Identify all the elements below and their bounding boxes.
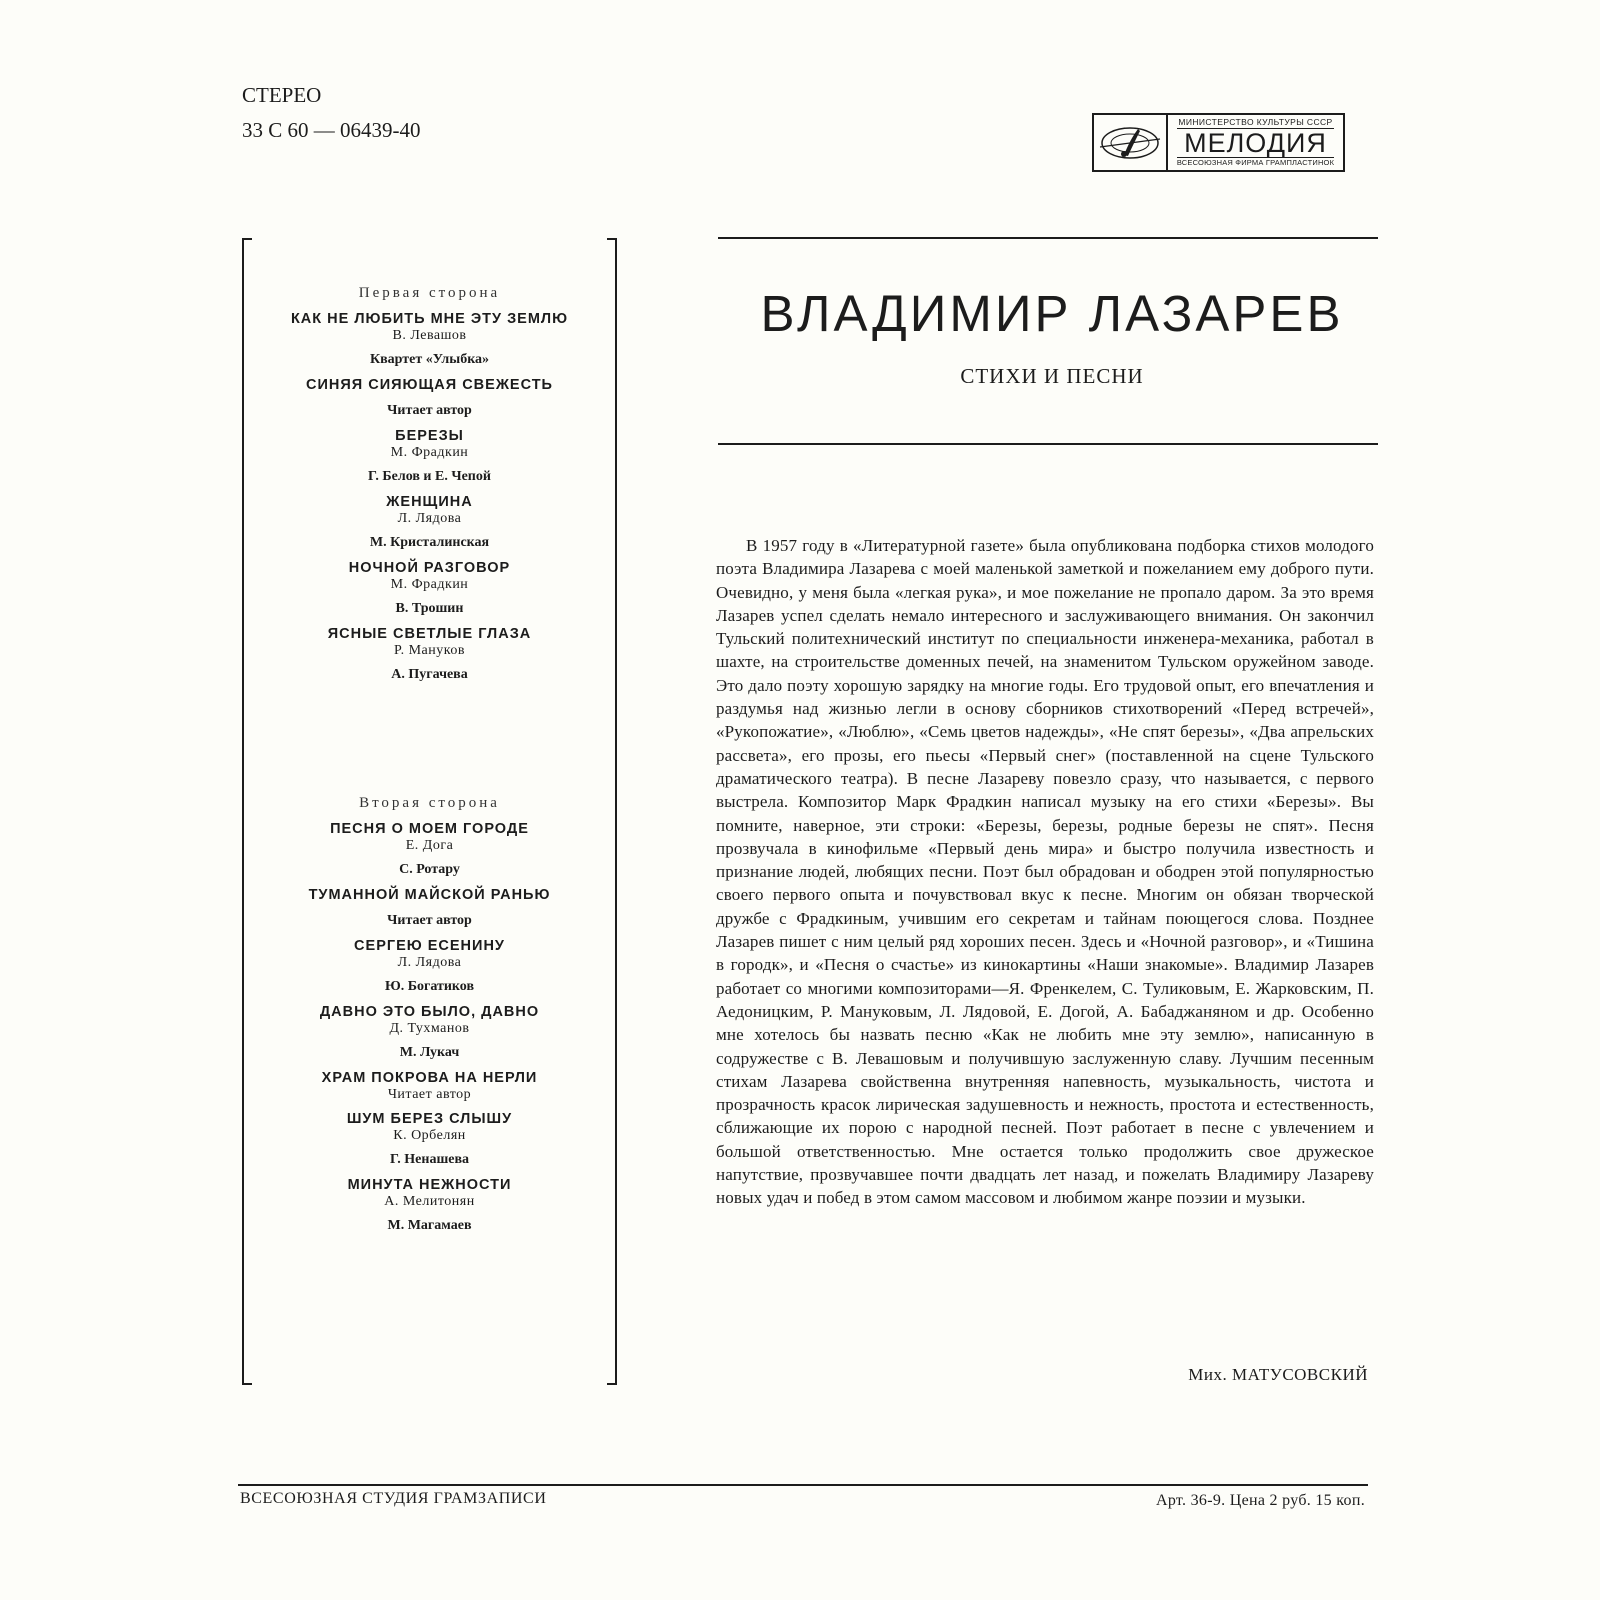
track-performer: Г. Белов и Е. Чепой [368,469,491,484]
track-performer: Читает автор [387,913,472,928]
track-performer: Квартет «Улыбка» [369,352,490,367]
track-item [244,938,615,995]
track-title: КАК НЕ ЛЮБИТЬ МНЕ ЭТУ ЗЕМЛЮ [290,311,569,327]
track-performer: М. Лукач [399,1045,460,1060]
studio-name: ВСЕСОЮЗНАЯ СТУДИЯ ГРАМЗАПИСИ [240,1490,547,1507]
top-rule [718,237,1378,239]
logo-firm-text: ВСЕСОЮЗНАЯ ФИРМА ГРАМПЛАСТИНОК [1176,158,1335,167]
liner-notes: В 1957 году в «Литературной газете» была опубликована подборка стихов молодого поэта Владимира Лазарева с моей маленькой заметкой и пожеланием ему доброго пути. Очевидно, у меня была «легкая рука», и мое пожелание не пропало даром. За это время Лазарев успел сделать немало интересного и заслуживающего внимания. Он закончил Тульский политехнический институт по специальности инженера-механика, работал в шахте, на строительстве доменных печей, на знаменитом Тульском оружейном заводе. Это дало поэту хорошую зарядку на многие годы. Его трудовой опыт, его впечатления и раздумья над жизнью легли в основу сборников стихотворений «Перед встречей», «Рукопожатие», «Люблю», «Семь цветов надежды», «Не спят березы», «Два апрельских рассвета», его прозы, его пьесы «Первый снег» (поставленной на сцене Тульского драматического театра). В песне Лазареву повезло сразу, что называется, с первого выстрела. Композитор Марк Фрадкин написал музыку на его стихи «Березы». Вы помните, наверное, эти строки: «Березы, березы, родные березы не спят». Песня прозвучала в кинофильме «Первый день мира» и быстро получила известность и признание людей, любящих песни. Поэт был обрадован и ободрен этой популярностью своего первого опыта и почувствовал вкус к песне. Многим он обязан творческой дружбе с Фрадкиным, учившим его секретам и тайнам поющегося слова. Позднее Лазарев пишет с ним целый ряд хороших песен. Здесь и «Ночной разговор», и «Тишина в городк», и «Песня о счастье» из кинокартины «Наши знакомые». Владимир Лазарев работает со многими композиторами—Я. Френкелем, С. Туликовым, Е. Жарковским, П. Аедоницким, Р. Мануковым, Л. Лядовой, Е. Догой, А. Бабаджаняном и др. Особенно мне хотелось бы назвать песню «Как не любить мне эту землю», написанную в содружестве с В. Левашовым и получившую заслуженную славу. Лучшим песенным стихам Лазарева свойственна внутренняя напевность, музыкальность, чистота и прозрачность красок лирическая задушевность и нежность, простота и естественность, сближающие их порою с народной песней. Поэт работает в песне с увлечением и большой ответственностью. Мне остается только продолжить свое дружеское напутствие, прозвучавшее почти двадцать лет назад, и пожелать Владимиру Лазареву новых удач и побед в этом самом массовом и любимом жанре поэзии и музыки. [716,536,1374,1208]
side-one [244,285,615,683]
track-item [244,560,615,617]
track-composer: К. Орбелян [393,1128,466,1143]
stereo-label: СТЕРЕО [242,83,322,107]
track-item [244,626,615,683]
track-composer: Д. Тухманов [389,1021,470,1036]
track-item [244,821,615,878]
track-performer: Ю. Богатиков [384,979,475,994]
track-item [244,494,615,551]
melodiya-emblem-icon [1094,115,1168,170]
catalog-info [242,80,421,150]
track-performer: Читает автор [387,403,472,418]
track-composer: Читает автор [387,1087,472,1102]
track-item [244,428,615,485]
artist-name: ВЛАДИМИР ЛАЗАРЕВ [760,285,1344,342]
track-composer: Л. Лядова [397,511,462,526]
track-composer: А. Мелитонян [384,1194,475,1209]
track-title: ШУМ БЕРЕЗ СЛЫШУ [346,1111,513,1127]
track-composer: Л. Лядова [397,955,462,970]
track-performer: Г. Ненашева [389,1152,470,1167]
footer-rule [238,1484,1368,1486]
track-performer: М. Магамаев [387,1218,472,1233]
track-title: ПЕСНЯ О МОЕМ ГОРОДЕ [330,821,529,837]
track-title: СЕРГЕЮ ЕСЕНИНУ [354,938,505,954]
track-item [244,377,615,419]
track-performer: С. Ротару [399,862,460,877]
album-subtitle: СТИХИ И ПЕСНИ [960,364,1144,388]
side-one-heading: Первая сторона [358,285,501,301]
side-two-heading: Вторая сторона [359,795,500,811]
track-item [244,1111,615,1168]
track-title: МИНУТА НЕЖНОСТИ [347,1177,512,1193]
track-title: ТУМАННОЙ МАЙСКОЙ РАНЬЮ [308,887,551,903]
track-title: ЯСНЫЕ СВЕТЛЫЕ ГЛАЗА [327,626,532,642]
side-two [244,795,615,1234]
track-item [244,1177,615,1234]
track-title: ДАВНО ЭТО БЫЛО, ДАВНО [319,1004,540,1020]
track-item [244,311,615,368]
track-performer: В. Трошин [395,601,464,616]
logo-ministry-text: МИНИСТЕРСТВО КУЛЬТУРЫ СССР [1178,117,1333,127]
track-title: ЖЕНЩИНА [386,494,473,510]
track-composer: Р. Мануков [394,643,465,658]
logo-brand-text: МЕЛОДИЯ [1184,128,1327,158]
track-composer: М. Фрадкин [390,577,469,592]
track-composer: М. Фрадкин [390,445,469,460]
price-info: Арт. 36-9. Цена 2 руб. 15 коп. [1155,1492,1365,1509]
track-composer: В. Левашов [392,328,467,343]
track-performer: А. Пугачева [391,667,468,682]
track-title: БЕРЕЗЫ [395,428,464,444]
tracklist-box [242,238,617,1385]
catalog-number: 33 С 60 — 06439-40 [242,118,421,142]
bottom-rule [718,443,1378,445]
track-title: ХРАМ ПОКРОВА НА НЕРЛИ [321,1070,538,1086]
track-item [244,1004,615,1061]
melodiya-logo [1092,113,1345,172]
track-item [244,1070,615,1102]
track-title: НОЧНОЙ РАЗГОВОР [348,560,511,576]
signature: Мих. МАТУСОВСКИЙ [1188,1365,1368,1384]
track-title: СИНЯЯ СИЯЮЩАЯ СВЕЖЕСТЬ [306,377,553,393]
track-composer: Е. Дога [405,838,454,853]
track-performer: М. Кристалинская [369,535,490,550]
track-item [244,887,615,929]
